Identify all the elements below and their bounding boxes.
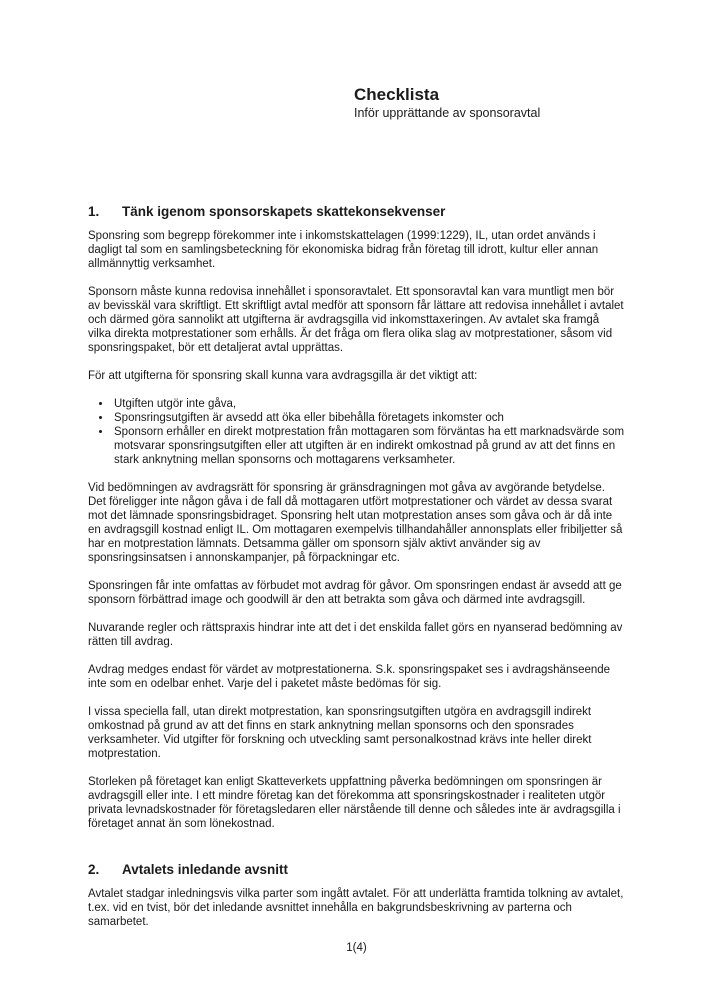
paragraph-avdragsgilla-intro: För att utgifterna för sponsring skall kunna vara avdragsgilla är det viktigt att:: [88, 370, 478, 382]
bullet-list: [88, 397, 625, 467]
paragraph-speciella-fall: I vissa speciella fall, utan direkt motprestation, kan sponsringsutgiften utgöra en avdragsgill indirekt omkostnad på grund av att det finns en stark anknytning mellan sponsorns och den sponsrades verksamheter. Vid utgifter för forskning och utveckling samt personalkostnad krävs inte heller direkt motprestation.: [88, 706, 592, 760]
document-header: [354, 84, 540, 121]
bullet-item-inkomster: • Sponsringsutgiften är avsedd att öka eller bibehålla företagets inkomster och: [112, 411, 625, 425]
paragraph-avdrag-medges: Avdrag medges endast för värdet av motprestationerna. S.k. sponsringspaket ses i avdragshänseende inte som en odelbar enhet. Varje del i paketet måste bedömas för sig.: [88, 664, 611, 690]
paragraph-sponsring-begrepp: Sponsring som begrepp förekommer inte i inkomstskattelagen (1999:1229), IL, utan ordet används i dagligt tal som en samlingsbeteckning för ekonomiska bidrag från företag till idrott, kultur eller annan allmännyttig verksamhet.: [88, 230, 599, 270]
paragraph-bedomning-avdragsratt: Vid bedömningen av avdragsrätt för sponsring är gränsdragningen mot gåva av avgörande betydelse. Det föreligger inte någon gåva i de fall då mottagaren utfört motprestationer och värdet av dessa svarat mot det lämnade sponsringsbidraget. Sponsring helt utan motprestation anses som gåva och är då inte en avdragsgill kostnad enligt IL. Om mottagaren exempelvis tillhandahåller annonsplats eller fribiljetter så har en motprestation lämnats. Detsamma gäller om sponsorn själv aktivt använder sig av sponsringsinsatsen i annonskampanjer, på förpackningar etc.: [88, 482, 623, 564]
bullet-item-gava: • Utgiften utgör inte gåva,: [112, 397, 625, 411]
document-subtitle: Inför upprättande av sponsoravtal: [354, 106, 541, 120]
paragraph-nuvarande-regler: Nuvarande regler och rättspraxis hindrar inte att det i det enskilda fallet görs en nyanserad bedömning av rätten till avdrag.: [88, 622, 623, 648]
paragraph-avtalet-stadgar: Avtalet stadgar inledningsvis vilka parter som ingått avtalet. För att underlätta framtida tolkning av avtalet, t.ex. vid en tvist, bör det inledande avsnittet innehålla en bakgrundsbeskrivning av parterna och samarbetet.: [88, 888, 624, 928]
bullet-item-motprestation: • Sponsorn erhåller en direkt motprestation från mottagaren som förväntas ha ett marknadsvärde som motsvarar sponsringsutgiften eller att utgiften är en indirekt omkostnad på grund av att det finns en stark anknytning mellan sponsorns och mottagarens verksamheter.: [112, 425, 625, 467]
section-2-number: 2.: [88, 862, 100, 877]
document-title: Checklista: [354, 85, 440, 104]
paragraph-sponsorn-redovisa: Sponsorn måste kunna redovisa innehållet i sponsoravtalet. Ett sponsoravtal kan vara muntligt men bör av bevisskäl vara skriftligt. Ett skriftligt avtal medför att sponsorn får lättare att redovisa innehållet i avtalet och därmed göra sannolikt att utgifterna är avdragsgilla vid inkomsttaxeringen. Av avtalet ska framgå vilka direkta motprestationer som erhålls. Är det fråga om flera olika slag av motprestationer, såsom vid sponsringspaket, bör ett detaljerat avtal upprättas.: [88, 286, 624, 354]
section-2-title: Avtalets inledande avsnitt: [122, 862, 289, 877]
paragraph-storleken-foretaget: Storleken på företaget kan enligt Skatteverkets uppfattning påverka bedömningen om sponsringen är avdragsgill eller inte. I ett mindre företag kan det förekomma att sponsringskostnader i realiteten utgör privata levnadskostnader för företagsledaren eller närstående till denne och således inte är avdragsgilla i företaget annat än som lönekostnad.: [88, 776, 621, 830]
section-1-heading: [88, 203, 625, 220]
paragraph-forbud-gavor: Sponsringen får inte omfattas av förbudet mot avdrag för gåvor. Om sponsringen endast är avsedd att ge sponsorn förbättrad image och goodwill är den att betrakta som gåva och därmed inte avdragsgill.: [88, 580, 622, 606]
page-number: 1(4): [346, 942, 367, 954]
section-1-number: 1.: [88, 204, 100, 219]
document-body: [88, 203, 625, 943]
section-2-heading: [88, 861, 625, 878]
section-1-title: Tänk igenom sponsorskapets skattekonsekvenser: [122, 204, 446, 219]
